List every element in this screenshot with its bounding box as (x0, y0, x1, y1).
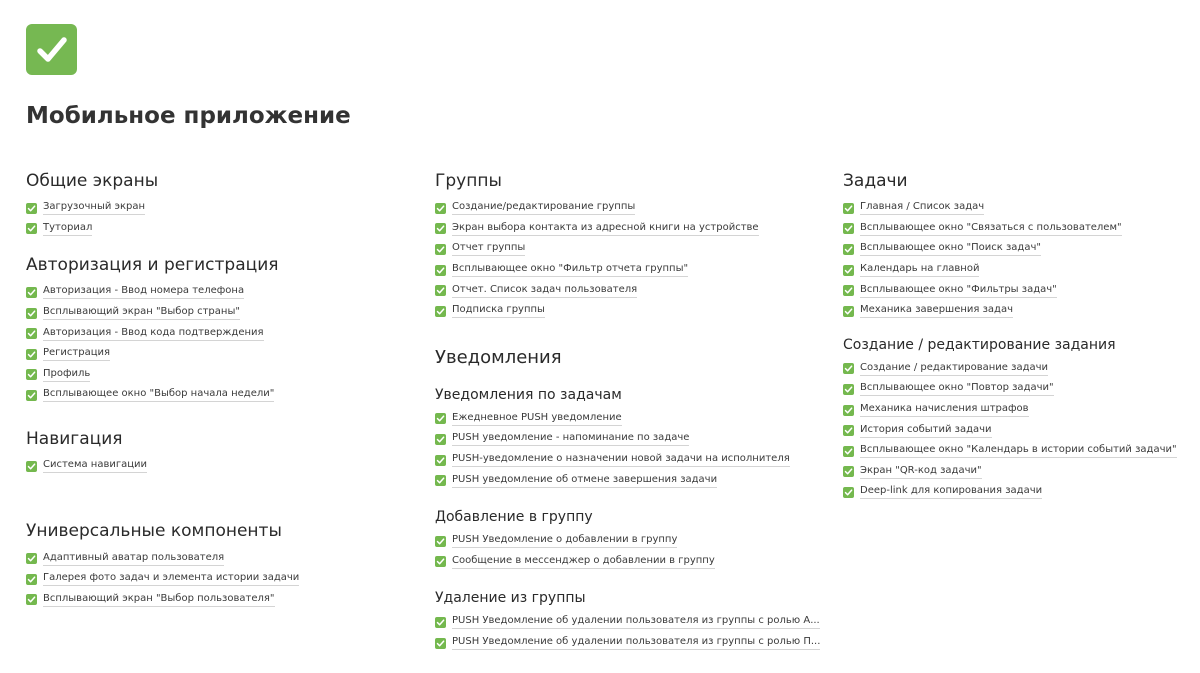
item-link[interactable]: PUSH Уведомление о добавлении в группу (452, 534, 677, 548)
subsection-remove-from-group (435, 589, 825, 653)
section-title: Навигация (26, 428, 123, 449)
list-item[interactable] (435, 450, 825, 471)
item-link[interactable]: Сообщение в мессенджер о добавлении в группу (452, 555, 715, 569)
item-link[interactable]: Отчет группы (452, 242, 525, 256)
checkbox-checked-icon (843, 265, 854, 276)
section-navigation (26, 428, 406, 477)
list-item[interactable] (843, 462, 1193, 483)
list-item[interactable] (843, 219, 1193, 240)
list-item[interactable] (26, 323, 406, 344)
item-link[interactable]: Создание/редактирование группы (452, 201, 635, 215)
list-item[interactable] (26, 344, 406, 365)
item-link[interactable]: Ежедневное PUSH уведомление (452, 412, 622, 426)
item-link[interactable]: История событий задачи (860, 424, 992, 438)
section-common-screens (26, 170, 406, 239)
section-task-edit (843, 336, 1193, 503)
checkbox-checked-icon (843, 466, 854, 477)
list-item[interactable] (435, 633, 825, 654)
list-item[interactable] (26, 569, 406, 590)
item-link[interactable]: Главная / Список задач (860, 201, 984, 215)
list-item[interactable] (435, 552, 825, 573)
item-link[interactable]: Отчет. Список задач пользователя (452, 284, 637, 298)
list-item[interactable] (435, 260, 825, 281)
checkbox-checked-icon (26, 390, 37, 401)
item-link[interactable]: Всплывающее окно "Связаться с пользователем" (860, 222, 1122, 236)
item-link[interactable]: Регистрация (43, 347, 110, 361)
checkbox-checked-icon (26, 223, 37, 234)
list-item[interactable] (843, 198, 1193, 219)
item-link[interactable]: PUSH Уведомление об удалении пользователя из группы с ролью А... (452, 615, 820, 629)
checkbox-checked-icon (435, 223, 446, 234)
item-link[interactable]: Создание / редактирование задачи (860, 362, 1048, 376)
list-item[interactable] (435, 219, 825, 240)
list-item[interactable] (435, 612, 825, 633)
item-link[interactable]: Всплывающее окно "Поиск задач" (860, 242, 1041, 256)
item-link[interactable]: Deep-link для копирования задачи (860, 485, 1042, 499)
section-title: Задачи (843, 171, 908, 191)
item-link[interactable]: Календарь на главной (860, 263, 979, 277)
checkbox-checked-icon (26, 203, 37, 214)
checkbox-checked-icon (26, 328, 37, 339)
logo-check-icon (26, 24, 77, 75)
item-link[interactable]: Экран "QR-код задачи" (860, 465, 982, 479)
section-title: Универсальные компоненты (26, 521, 282, 542)
checkbox-checked-icon (843, 285, 854, 296)
item-link[interactable]: Адаптивный аватар пользователя (43, 552, 224, 566)
item-link[interactable]: Всплывающий экран "Выбор пользователя" (43, 593, 275, 607)
subsection-title: Создание / редактирование задания (843, 336, 1116, 353)
section-groups (435, 170, 825, 322)
list-item[interactable] (843, 280, 1193, 301)
checkbox-checked-icon (843, 446, 854, 457)
checkbox-checked-icon (435, 475, 446, 486)
list-item[interactable] (435, 239, 825, 260)
list-item[interactable] (843, 260, 1193, 281)
list-item[interactable] (843, 359, 1193, 380)
checkbox-checked-icon (26, 349, 37, 360)
section-universal-components (26, 520, 406, 610)
section-title: Группы (435, 171, 502, 191)
list-item[interactable] (435, 531, 825, 552)
list-item[interactable] (843, 441, 1193, 462)
list-item[interactable] (26, 590, 406, 611)
list-item[interactable] (26, 456, 406, 477)
checkbox-checked-icon (435, 434, 446, 445)
check-icon (34, 32, 70, 68)
item-link[interactable]: Профиль (43, 368, 90, 382)
checkbox-checked-icon (26, 553, 37, 564)
item-link[interactable]: Экран выбора контакта из адресной книги на устройстве (452, 222, 759, 236)
list-item[interactable] (843, 482, 1193, 503)
checkbox-checked-icon (843, 384, 854, 395)
list-item[interactable] (843, 420, 1193, 441)
list-item[interactable] (843, 379, 1193, 400)
item-link[interactable]: PUSH-уведомление о назначении новой задачи на исполнителя (452, 453, 790, 467)
item-link[interactable]: PUSH уведомление об отмене завершения задачи (452, 474, 717, 488)
checkbox-checked-icon (435, 556, 446, 567)
item-link[interactable]: PUSH Уведомление об удалении пользователя из группы с ролью П... (452, 636, 820, 650)
item-link[interactable]: Механика начисления штрафов (860, 403, 1029, 417)
checkbox-checked-icon (843, 244, 854, 255)
item-link[interactable]: Туториал (43, 222, 92, 236)
checkbox-checked-icon (435, 638, 446, 649)
section-auth (26, 254, 406, 406)
list-item[interactable] (435, 301, 825, 322)
subsection-add-to-group (435, 508, 825, 572)
column-middle (435, 170, 825, 653)
checkbox-checked-icon (26, 369, 37, 380)
section-heading: Уведомления (435, 346, 562, 368)
column-right (843, 170, 1193, 503)
section-notifications (435, 346, 825, 654)
checkbox-checked-icon (435, 306, 446, 317)
checkbox-checked-icon (26, 574, 37, 585)
list-item[interactable] (843, 400, 1193, 421)
item-link[interactable]: Всплывающее окно "Повтор задачи" (860, 382, 1054, 396)
item-link[interactable]: Подписка группы (452, 304, 545, 318)
item-link[interactable]: Всплывающее окно "Фильтр отчета группы" (452, 263, 688, 277)
checkbox-checked-icon (26, 594, 37, 605)
item-link[interactable]: Галерея фото задач и элемента истории задачи (43, 572, 299, 586)
checkbox-checked-icon (843, 363, 854, 374)
checkbox-checked-icon (843, 203, 854, 214)
list-item[interactable] (435, 409, 825, 430)
column-left (26, 170, 406, 610)
checkbox-checked-icon (435, 265, 446, 276)
list-item[interactable] (435, 198, 825, 219)
checkbox-checked-icon (843, 405, 854, 416)
item-link[interactable]: Всплывающий экран "Выбор страны" (43, 306, 240, 320)
list-item[interactable] (435, 429, 825, 450)
subsection-task-notifications (435, 386, 825, 491)
list-item[interactable] (26, 548, 406, 569)
item-link[interactable]: Всплывающее окно "Фильтры задач" (860, 284, 1057, 298)
subsection-title: Уведомления по задачам (435, 386, 622, 403)
list-item[interactable] (26, 303, 406, 324)
checkbox-checked-icon (843, 487, 854, 498)
checkbox-checked-icon (435, 455, 446, 466)
item-link[interactable]: Авторизация - Ввод номера телефона (43, 285, 244, 299)
list-item[interactable] (26, 385, 406, 406)
checkbox-checked-icon (435, 617, 446, 628)
list-item[interactable] (435, 280, 825, 301)
list-item[interactable] (843, 301, 1193, 322)
section-title: Общие экраны (26, 171, 159, 191)
subsection-title: Добавление в группу (435, 508, 593, 525)
list-item[interactable] (435, 470, 825, 491)
subsection-title: Удаление из группы (435, 590, 586, 607)
item-link[interactable]: Механика завершения задач (860, 304, 1013, 318)
list-item[interactable] (26, 219, 406, 240)
checkbox-checked-icon (26, 461, 37, 472)
checkbox-checked-icon (26, 308, 37, 319)
item-link[interactable]: PUSH уведомление - напоминание по задаче (452, 432, 689, 446)
checkbox-checked-icon (435, 536, 446, 547)
list-item[interactable] (26, 282, 406, 303)
item-link[interactable]: Загрузочный экран (43, 201, 145, 215)
item-link[interactable]: Авторизация - Ввод кода подтверждения (43, 327, 264, 341)
item-link[interactable]: Система навигации (43, 459, 147, 473)
checkbox-checked-icon (435, 244, 446, 255)
checkbox-checked-icon (843, 425, 854, 436)
checkbox-checked-icon (843, 306, 854, 317)
page-title: Мобильное приложение (26, 103, 351, 129)
list-item[interactable] (26, 198, 406, 219)
list-item[interactable] (843, 239, 1193, 260)
section-title: Авторизация и регистрация (26, 255, 279, 276)
checkbox-checked-icon (26, 287, 37, 298)
section-tasks (843, 170, 1193, 322)
checkbox-checked-icon (435, 203, 446, 214)
checkbox-checked-icon (435, 285, 446, 296)
checkbox-checked-icon (435, 413, 446, 424)
list-item[interactable] (26, 365, 406, 386)
item-link[interactable]: Всплывающее окно "Выбор начала недели" (43, 388, 274, 402)
checkbox-checked-icon (843, 223, 854, 234)
item-link[interactable]: Всплывающее окно "Календарь в истории событий задачи" (860, 444, 1177, 458)
